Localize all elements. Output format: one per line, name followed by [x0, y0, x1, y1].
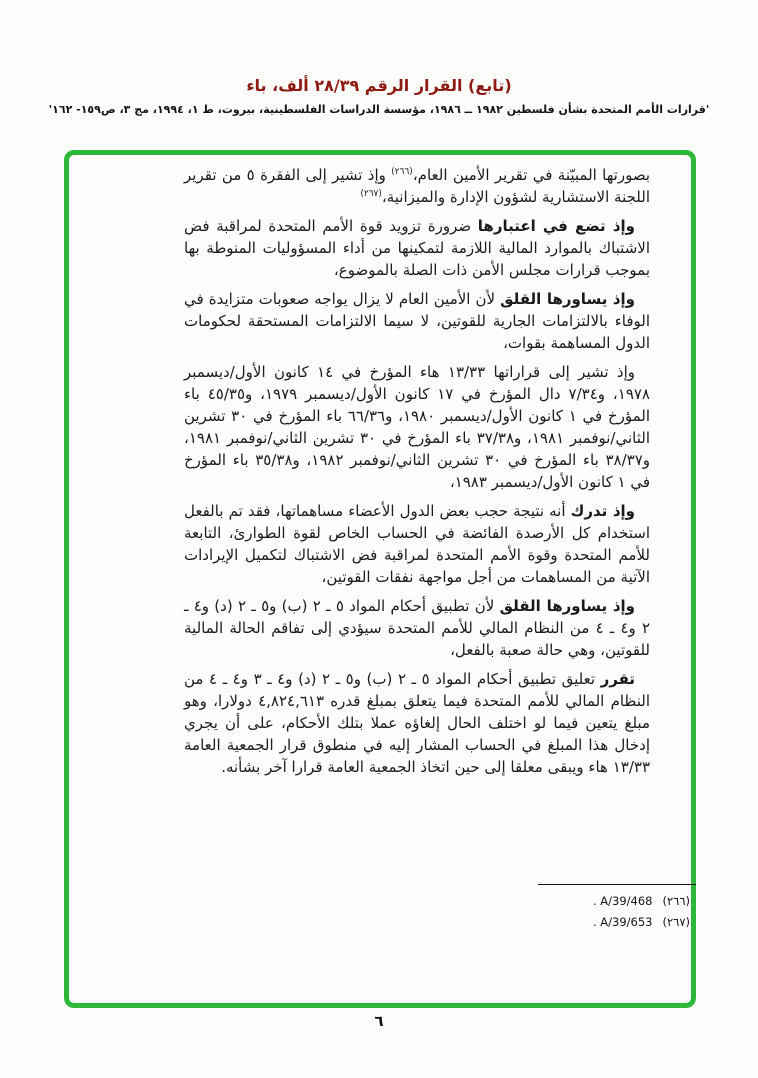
paragraph-text: وإذ تشير إلى قراراتها ١٣/٣٣ هاء المؤرخ في ١٤ كانون الأول/ديسمبر ١٩٧٨، و٧/٣٤ دال المؤرخ في ١٧ كانون الأول/ديسمبر ١٩٧٩، و٤٥/٣٥ باء المؤرخ في ١ كانون الأول/ديسمبر ١٩٨٠، و٦٦/٣٦ باء المؤرخ في ٣٠ تشرين الثاني/نوفمبر ١٩٨١، و٣٧/٣٨ باء المؤرخ في ٣٠ تشرين الثاني/نوفمبر ١٩٨١، و٣٨/٣٧ باء المؤرخ في ٣٠ تشرين الثاني/نوفمبر ١٩٨٢، و٣٥/٣٨ باء المؤرخ في ١ كانون الأول/ديسمبر ١٩٨٣،	[184, 363, 650, 491]
preambular-lead: وإذ يساورها القلق	[500, 290, 635, 308]
footnote-reference: A/39/653 .	[592, 915, 653, 929]
paragraph-text: بصورتها المبيّنة في تقرير الأمين العام،	[412, 166, 650, 184]
paragraph-text: تعليق تطبيق أحكام المواد ٥ ـ ٢ (ب) و٥ ـ ٢ (د) و٤ ـ ٣ و٤ ـ ٤ من النظام المالي للأمم المتحدة فيما يتعلق بمبلغ قدره ٤,٨٢٤,٦١٣ دولارا، وهو مبلغ يتعين فيما لو اختلف الحال إلغاؤه عملا بتلك الأحكام، على أن يجري إدخال هذا المبلغ في الحساب المشار إليه في منطوق قرار الجمعية العامة ١٣/٣٣ هاء ويبقى معلقا إلى حين اتخاذ الجمعية العامة قرارا آخر بشأنه.	[184, 670, 651, 776]
paragraph	[184, 215, 650, 281]
paragraph-text: ضرورة تزويد قوة الأمم المتحدة لمراقبة فض الاشتباك بالموارد المالية اللازمة لتمكينها من أداء المسؤوليات المنوطة بها بموجب قرارات مجلس الأمن ذات الصلة بالموضوع،	[184, 217, 650, 279]
paragraph	[184, 500, 650, 588]
paragraph-text: لأن الأمين العام لا يزال يواجه صعوبات متزايدة في الوفاء بالالتزامات الجارية للقوتين، لا سيما الالتزامات المستحقة لحكومات الدول المساهمة بقوات،	[184, 290, 650, 352]
footnote-number: (٢٦٦)	[662, 894, 690, 908]
paragraph	[184, 361, 650, 493]
paragraph	[184, 595, 650, 661]
footnote-267	[536, 912, 696, 933]
footnote-number: (٢٦٧)	[662, 915, 690, 929]
source-citation: 'قرارات الأمم المتحدة بشأن فلسطين ١٩٨٢ ــ ١٩٨٦، مؤسسة الدراسات الفلسطينية، بيروت، ط ١، ١٩٩٤، مج ٣، ص١٥٩- ١٦٢'	[48, 103, 710, 116]
footnote-266	[536, 891, 696, 912]
resolution-text	[184, 164, 650, 785]
paragraph	[184, 668, 650, 778]
footnote-rule	[538, 884, 696, 885]
footnote-reference: A/39/468 .	[592, 894, 653, 908]
preambular-lead: وإذ تدرك	[570, 502, 635, 520]
paragraph	[184, 164, 650, 208]
paragraph-text: وإذ تشير إلى الفقرة ٥ من تقرير اللجنة الاستشارية لشؤون الإدارة والميزانية،	[184, 166, 650, 206]
paragraph-text: أنه نتيجة حجب بعض الدول الأعضاء مساهماتها، فقد تم بالفعل استخدام كل الأرصدة الفائضة في الحساب الخاص لقوة الطوارئ، التابعة للأمم المتحدة وقوة الأمم المتحدة لمراقبة فض الاشتباك لتكميل الإيرادات الآتية من المساهمات من أجل مواجهة نفقات القوتين،	[184, 502, 650, 586]
page-title: (تابع) القرار الرقم ٢٨/٣٩ ألف، باء	[246, 76, 512, 95]
footnotes-block	[536, 884, 696, 933]
footnote-ref-267: (٢٦٧)	[360, 189, 382, 199]
paragraph-text: لأن تطبيق أحكام المواد ٥ ـ ٢ (ب) و٥ ـ ٢ (د) و٤ ـ ٢ و٤ ـ ٤ من النظام المالي للأمم المتحدة سيؤدي إلى تفاقم الحالة المالية للقوتين، وهي حالة صعبة بالفعل،	[184, 597, 651, 659]
footnote-ref-266: (٢٦٦)	[391, 167, 413, 177]
page-number: ٦	[374, 1012, 384, 1030]
operative-lead: تقرر	[600, 670, 636, 688]
paragraph	[184, 288, 650, 354]
preambular-lead: وإذ تضع في اعتبارها	[477, 217, 635, 235]
preambular-lead: وإذ يساورها القلق	[499, 597, 636, 615]
